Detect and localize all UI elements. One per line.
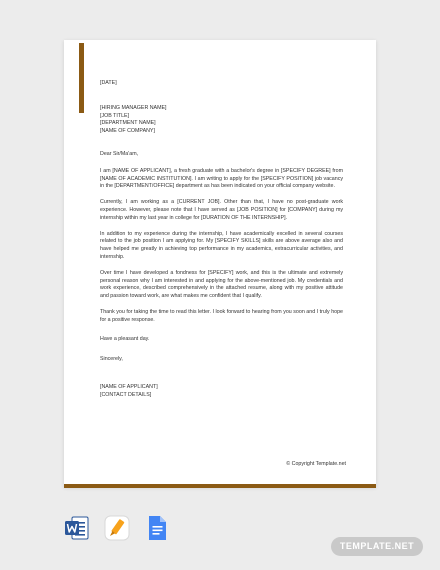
recipient-company: [NAME OF COMPANY] bbox=[100, 128, 155, 135]
signature-name: [NAME OF APPLICANT] bbox=[100, 384, 158, 391]
salutation: Dear Sir/Ma'am, bbox=[100, 150, 139, 157]
pages-icon[interactable] bbox=[104, 515, 130, 546]
paragraph-skills: In addition to my experience during the internship, I have academically excelled in several courses related to the job position I am applying for. My [SPECIFY SKILLS] skills are above average also and have helped me greatly in achieving top performance in my academics, extracurricular activities, and internship. bbox=[100, 230, 343, 260]
template-net-badge[interactable]: TEMPLATE.NET bbox=[331, 537, 423, 556]
paragraph-intro: I am [NAME OF APPLICANT], a fresh graduate with a bachelor's degree in [SPECIFY DEGREE] from [NAME OF ACADEMIC INSTITUTION]. I am writing to apply for the [SPECIFY POSITION] job vacancy in the [DEPARTMENT/OFFICE] department as has been indicated on your official company website. bbox=[100, 167, 343, 190]
signature-block bbox=[100, 384, 343, 400]
signoff: Sincerely, bbox=[100, 356, 123, 363]
paragraph-experience: Currently, I am working as a [CURRENT JOB]. Other than that, I have no post-graduate work experience. However, please note that I have served as [JOB POSITION] for [COMPANY] during my internship within my last year in college for [DURATION OF THE INTERNSHIP]. bbox=[100, 199, 343, 221]
accent-bar-bottom bbox=[64, 484, 376, 488]
signature-contact: [CONTACT DETAILS] bbox=[100, 391, 152, 398]
letter-page bbox=[64, 40, 376, 487]
copyright-text: © Copyright Template.net bbox=[286, 461, 346, 467]
recipient-title: [JOB TITLE] bbox=[100, 112, 130, 119]
letter-date: [DATE] bbox=[100, 80, 117, 86]
recipient-department: [DEPARTMENT NAME] bbox=[100, 120, 156, 127]
google-docs-icon[interactable] bbox=[144, 515, 170, 546]
paragraph-thanks: Thank you for taking the time to read this letter. I look forward to hearing from you soon and I truly hope for a positive response. bbox=[100, 308, 343, 323]
word-icon[interactable] bbox=[64, 515, 90, 546]
accent-bar-left bbox=[79, 43, 84, 113]
closing-line: Have a pleasant day. bbox=[100, 335, 150, 342]
recipient-block bbox=[100, 105, 343, 136]
paragraph-motivation: Over time I have developed a fondness for [SPECIFY] work, and this is the ultimate and extremely personal reason why I am interested in and applying for the above-mentioned job. My credentials and work experience, described comprehensively in the attached resume, along with my positive attitude and passion toward work, are what makes me confident that I qualify. bbox=[100, 269, 343, 300]
recipient-name: [HIRING MANAGER NAME] bbox=[100, 104, 167, 111]
letter-body bbox=[100, 80, 343, 400]
